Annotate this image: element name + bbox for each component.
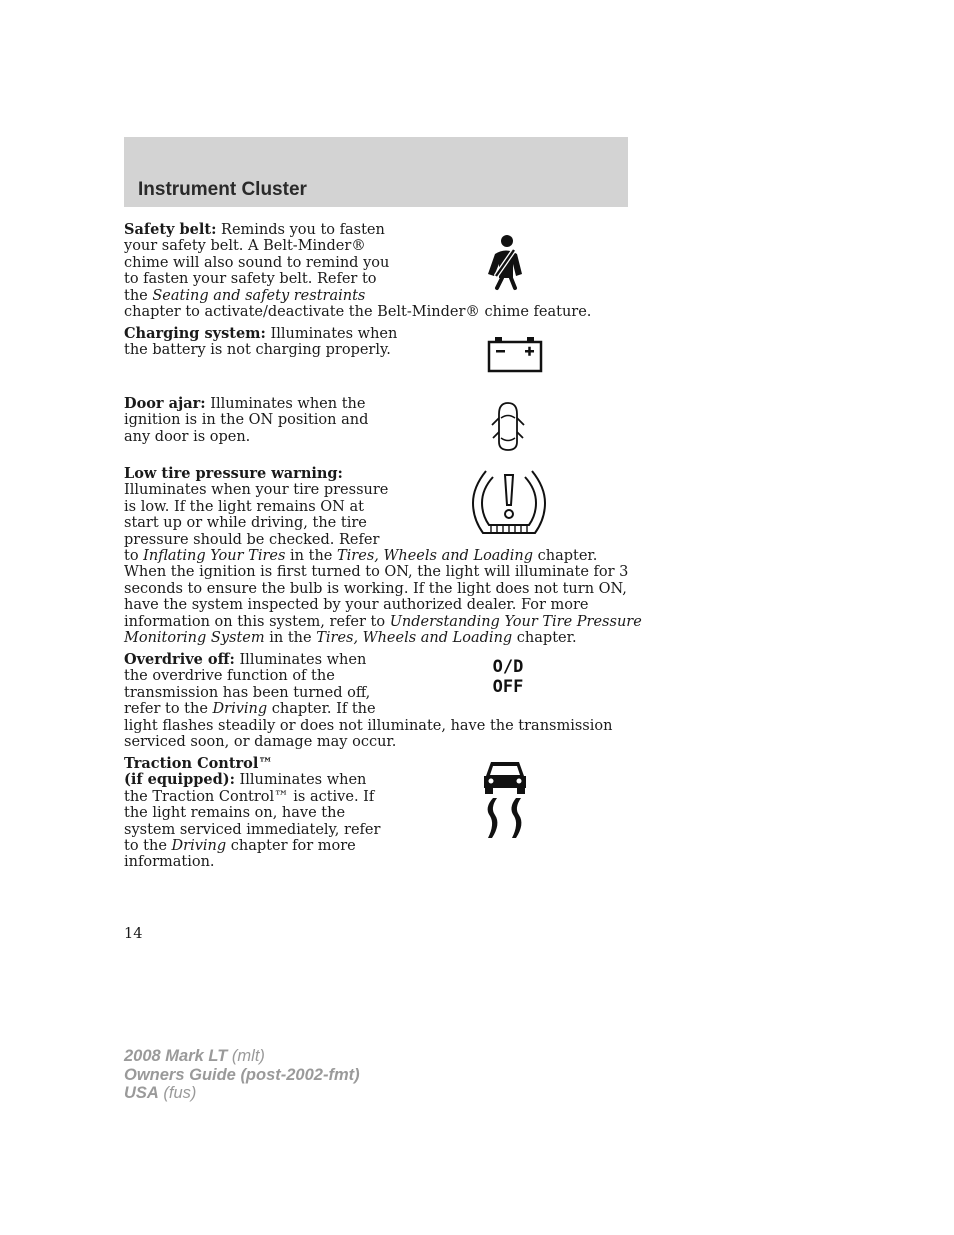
battery-icon	[486, 335, 544, 375]
tire-pressure-section: Low tire pressure warning: Illuminates when your tire pressure is low. If the light remains ON at start up or while driving, the tire pressure should be checked. Refer to Inflating Your Tires in the Tires, Wheels and Loading chapter. When the ignition is first turned to ON, the light will illuminate for 3 seconds to ensure the bulb is working. If the light does not turn ON, have the system inspected by your authorized dealer. For more information on this system, refer to Understanding Your Tire Pressure Monitoring System in the Tires, Wheels and Loading chapter.	[124, 465, 642, 647]
overdrive-off-section: Overdrive off: Illuminates when the overdrive function of the transmission has been turned off, refer to the Driving chapter. If the light flashes steadily or does not illuminate, have the transmission serviced soon, or damage may occur.	[124, 651, 613, 751]
charging-system-label: Charging system:	[124, 325, 266, 342]
document-footer: 2008 Mark LT (mlt) Owners Guide (post-2002-fmt) USA (fus)	[124, 1047, 360, 1102]
traction-control-section: Traction Control™ (if equipped): Illuminates when the Traction Control™ is active. If the light remains on, have the system serviced immediately, refer to the Driving chapter for more information.	[124, 755, 381, 871]
tire-pressure-icon	[469, 467, 549, 539]
door-ajar-label: Door ajar:	[124, 395, 206, 412]
section-header-band	[124, 137, 628, 207]
seatbelt-icon	[480, 232, 532, 292]
traction-control-icon	[481, 758, 529, 842]
overdrive-off-icon: O/D OFF	[492, 657, 524, 697]
door-ajar-icon	[489, 400, 527, 454]
page-title: Instrument Cluster	[138, 179, 307, 200]
safety-belt-label: Safety belt:	[124, 221, 217, 238]
safety-belt-section: Safety belt: Reminds you to fasten your safety belt. A Belt-Minder® chime will also sound to remind you to fasten your safety belt. Refer to the Seating and safety restraints chapter to activate/deactivate the Belt-Minder® chime feature.	[124, 221, 592, 321]
tire-pressure-label: Low tire pressure warning:	[124, 465, 343, 482]
door-ajar-section: Door ajar: Illuminates when the ignition is in the ON position and any door is open.	[124, 395, 369, 445]
traction-control-label: Traction Control™	[124, 755, 273, 772]
chapter-reference: Seating and safety restraints	[152, 287, 366, 304]
page-number: 14	[124, 926, 143, 942]
charging-system-section: Charging system: Illuminates when the battery is not charging properly.	[124, 325, 398, 359]
overdrive-off-label: Overdrive off:	[124, 651, 235, 668]
